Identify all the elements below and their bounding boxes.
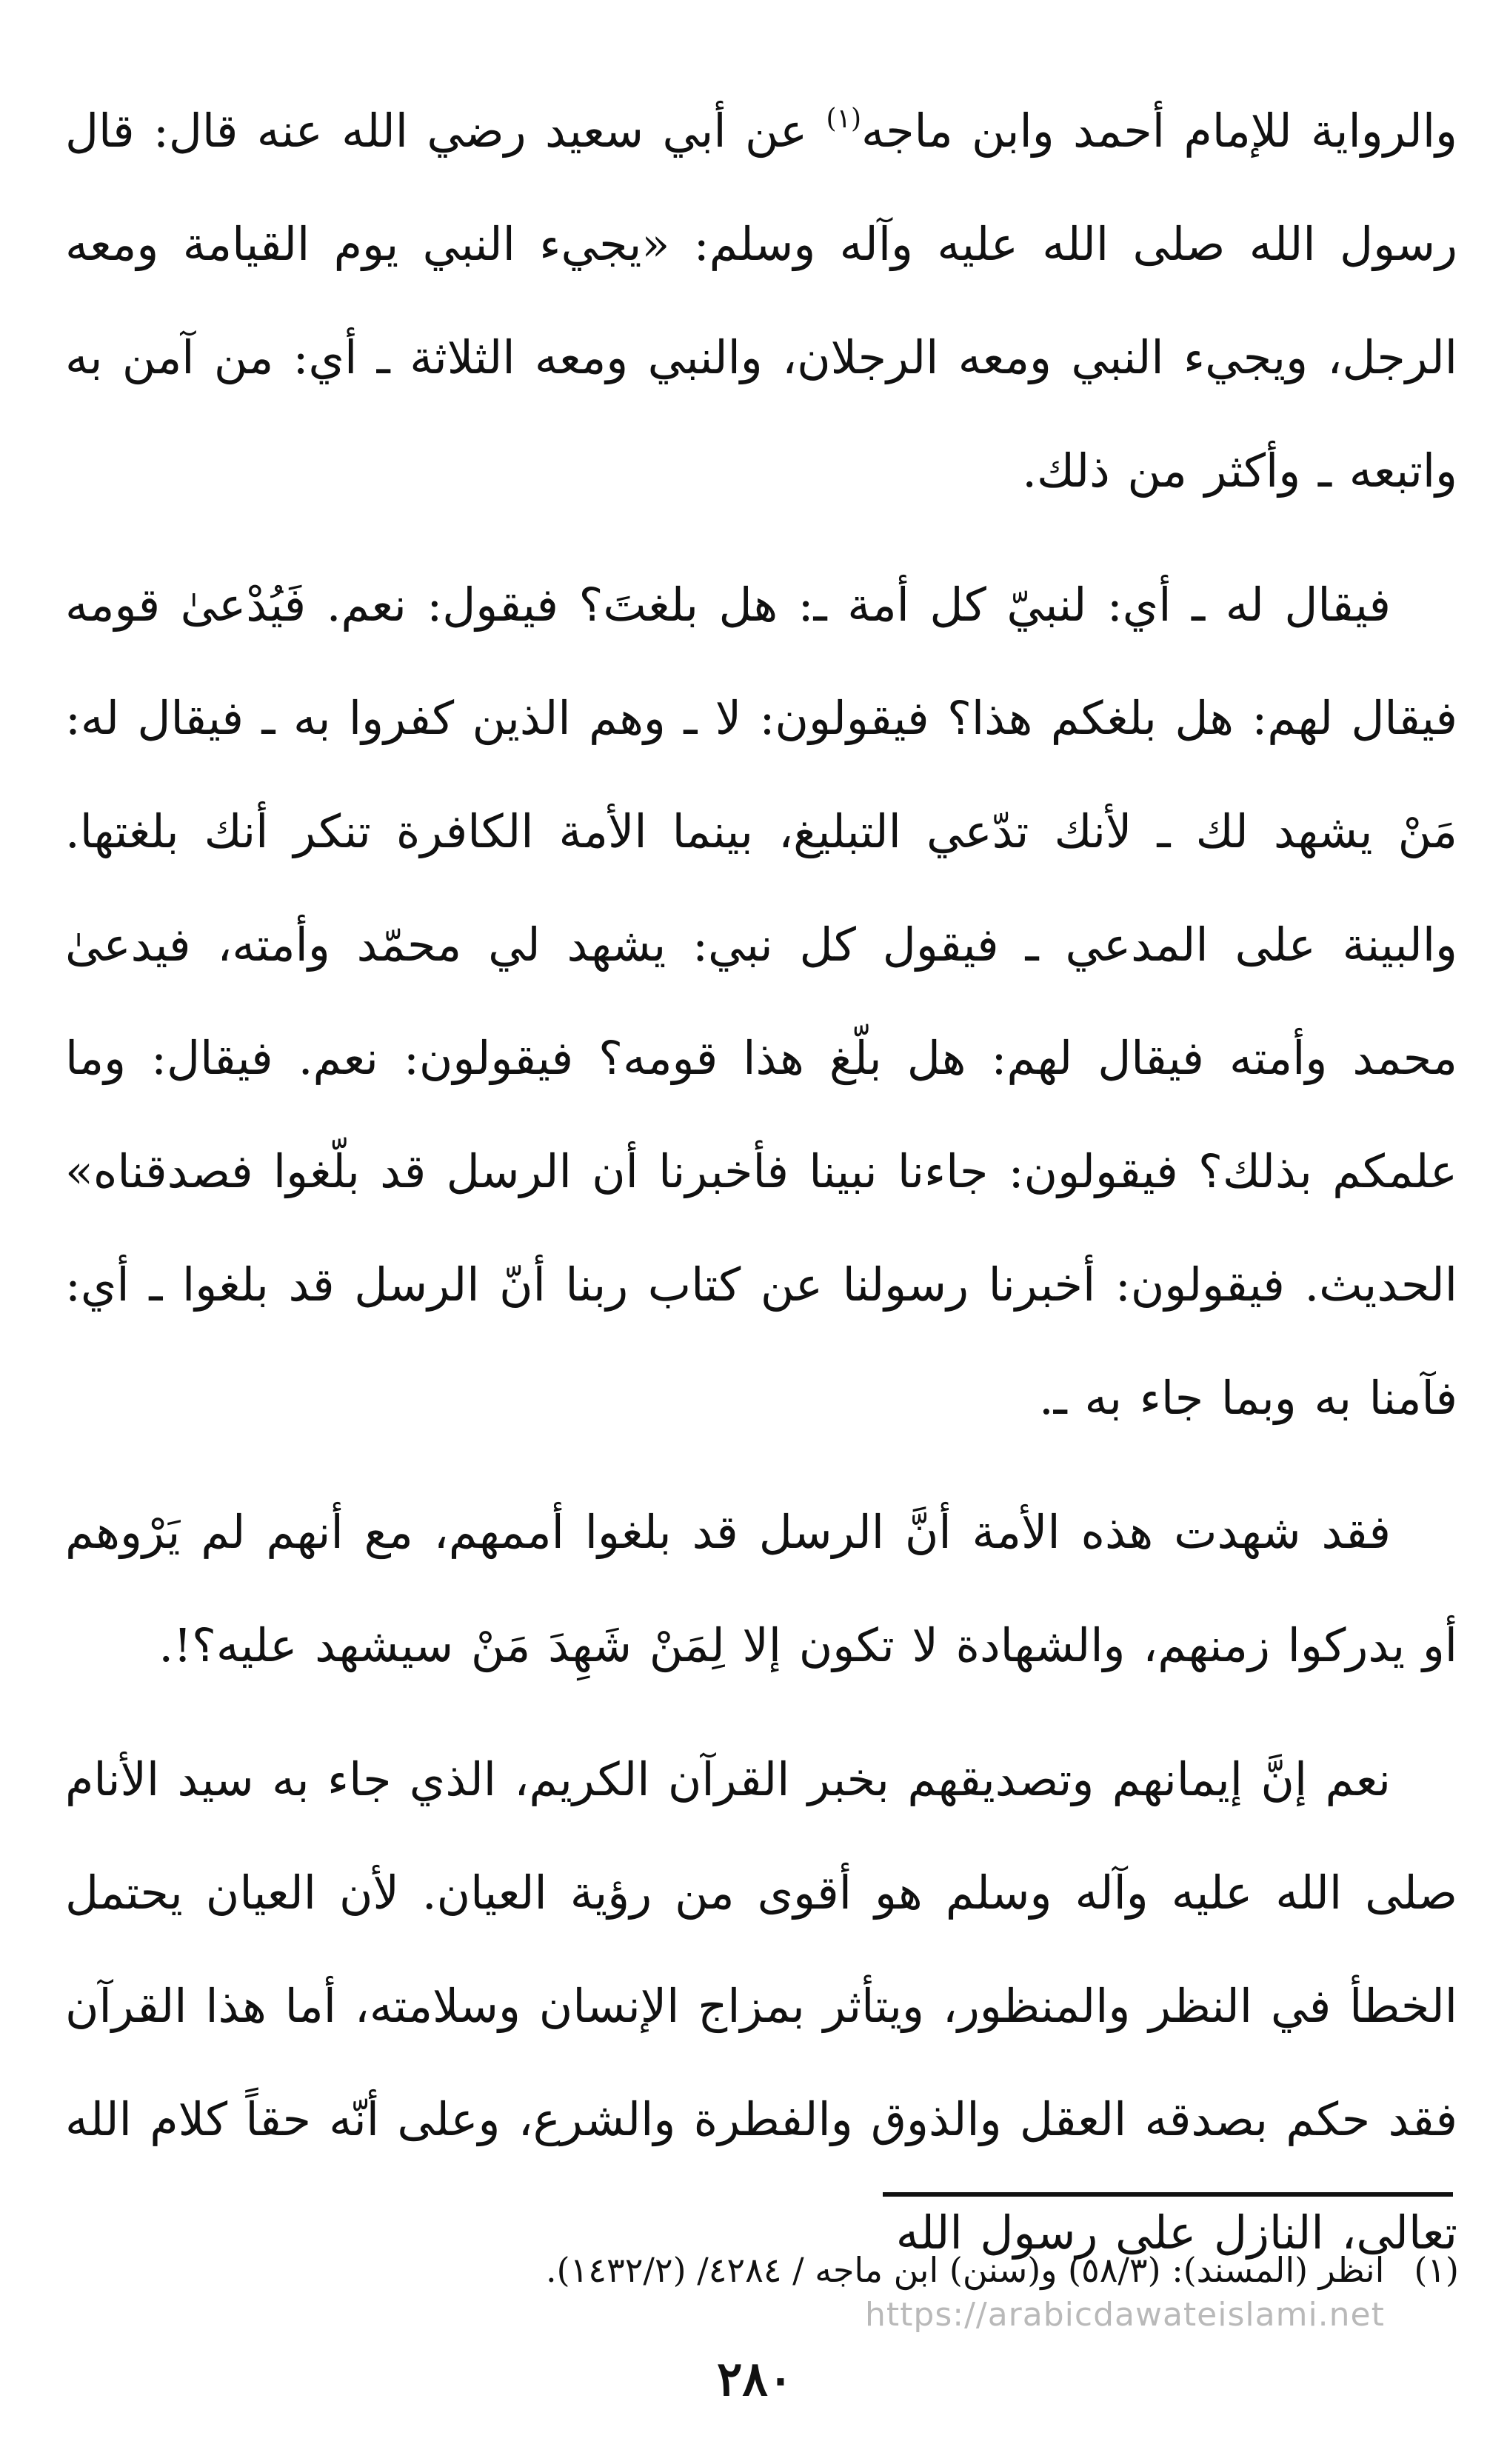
footnote (148, 2244, 1459, 2296)
paragraph-1 (65, 74, 1457, 527)
paragraph-2: فيقال له ـ أي: لنبيّ كل أمة ـ: هل بلغتَ؟ فيقول: نعم. فَيُدْعىٰ قومه فيقال لهم: هل بلغكم هذا؟ فيقولون: لا ـ وهم الذين كفروا به ـ فيقال له: مَنْ يشهد لك ـ لأنك تدّعي التبليغ، بينما الأمة الكافرة تنكر أنك بلغتها. والبينة على المدعي ـ فيقول كل نبي: يشهد لي محمّد وأمته، فيدعىٰ محمد وأمته فيقال لهم: هل بلّغ هذا قومه؟ فيقولون: نعم. فيقال: وما علمكم بذلك؟ فيقولون: جاءنا نبينا فأخبرنا أن الرسل قد بلّغوا فصدقناه» الحديث. فيقولون: أخبرنا رسولنا عن كتاب ربنا أنّ الرسل قد بلغوا ـ أي: فآمنا به وبما جاء به ـ. (65, 578, 1457, 1425)
paragraph-4: نعم إنَّ إيمانهم وتصديقهم بخبر القرآن الكريم، الذي جاء به سيد الأنام صلى الله عليه وآله وسلم هو أقوى من رؤية العيان. لأن العيان يحتمل الخطأ في النظر والمنظور، ويتأثر بمزاج الإنسان وسلامته، أما هذا القرآن فقد حكم بصدقه العقل والذوق والفطرة والشرع، وعلى أنّه حقاً كلام الله تعالى، النازل على رسول الله (65, 1752, 1457, 2260)
watermark-url: https://arabicdawateislami.net (865, 2296, 1385, 2334)
page-number: ٢٨٠ (716, 2351, 794, 2407)
paragraph-1-before-note: والرواية للإمام أحمد وابن ماجه (861, 104, 1457, 158)
paragraph-3: فقد شهدت هذه الأمة أنَّ الرسل قد بلغوا أممهم، مع أنهم لم يَرْوهم أو يدركوا زمنهم، والشهادة لا تكون إلا لِمَنْ شَهِدَ مَنْ سيشهد عليه؟!. (65, 1505, 1457, 1672)
paragraph-1-after-note: عن أبي سعيد رضي الله عنه قال: قال رسول الله صلى الله عليه وآله وسلم: «يجيء النبي يوم القيامة ومعه الرجل، ويجيء النبي ومعه الرجلان، والنبي ومعه الثلاثة ـ أي: من آمن به واتبعه ـ وأكثر من ذلك. (65, 104, 1457, 498)
main-text (65, 74, 1457, 2310)
footnote-number: (١) (1414, 2250, 1459, 2290)
footnote-reference: (١) (826, 104, 861, 134)
footnote-text: انظر (المسند): (٥٨/٣) و(سنن) ابن ماجه / ٤٢٨٤/ (١٤٣٢/٢). (546, 2250, 1385, 2290)
footnote-divider (883, 2192, 1453, 2197)
